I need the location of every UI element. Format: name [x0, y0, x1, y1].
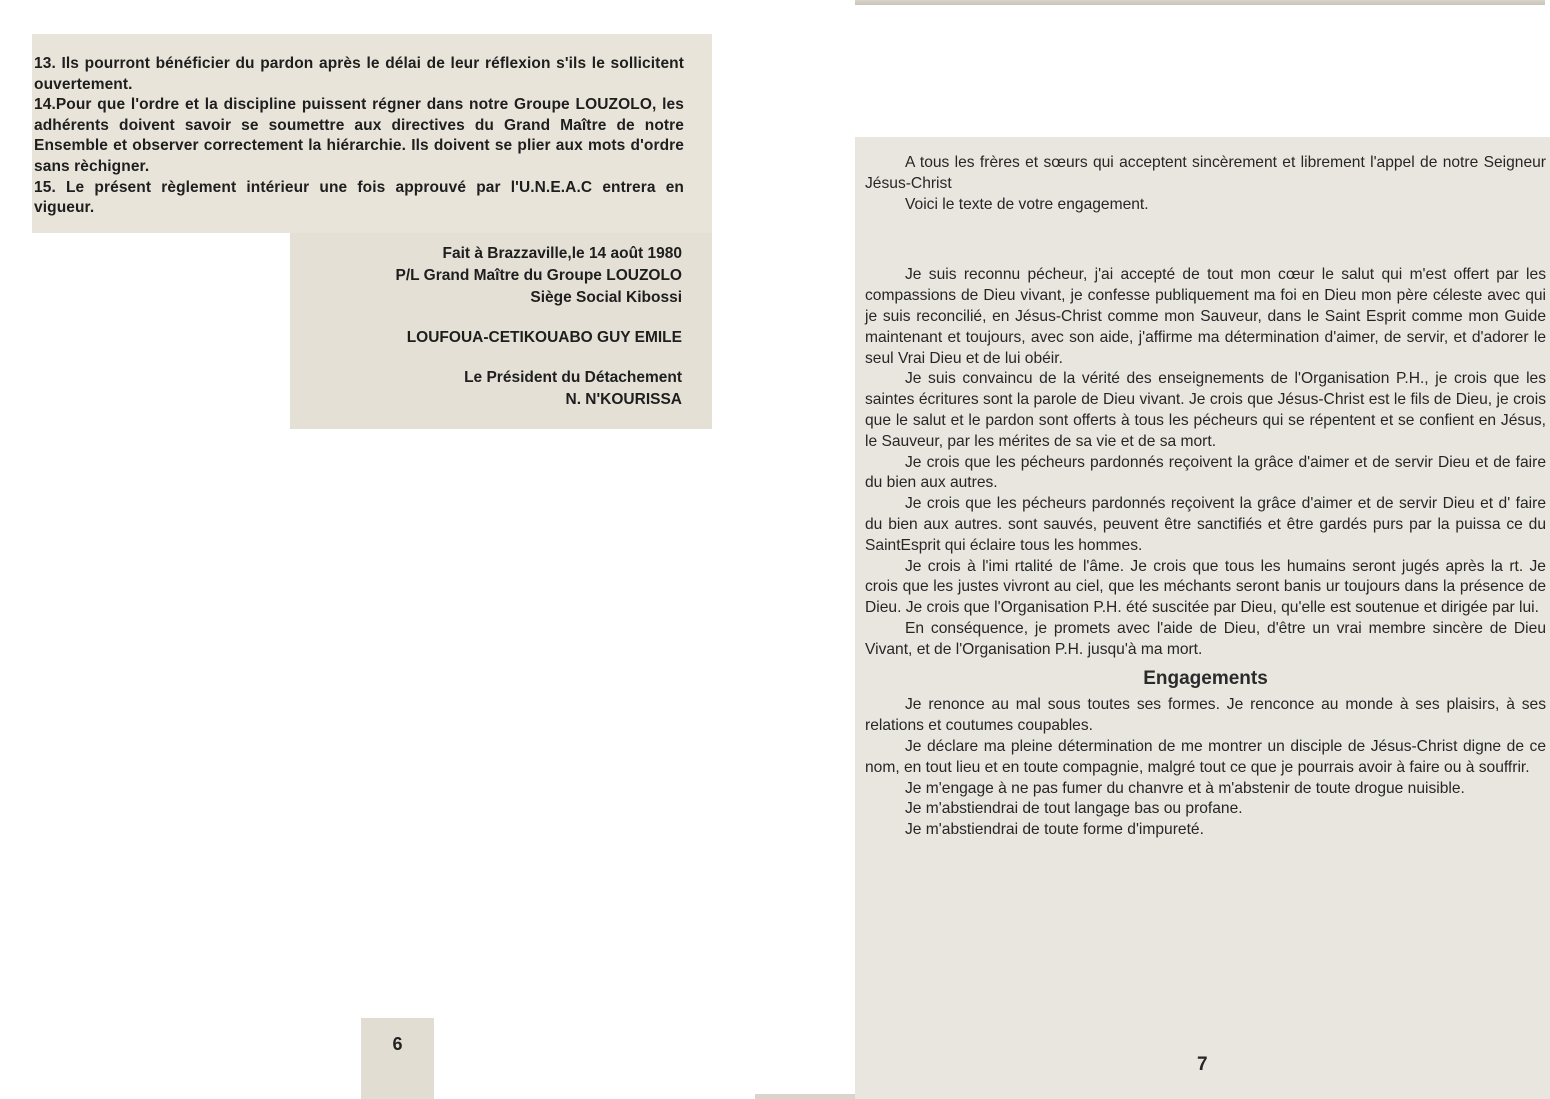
intro-line: Voici le texte de votre engagement.: [905, 195, 1149, 213]
regulation-item-14: 14.Pour que l'ordre et la discipline puissent régner dans notre Groupe LOUZOLO, les adhérents doivent savoir se soumettre aux directives du Grand Maître de notre Ensemble et observer correctement la hiérarchie. Ils doivent se plier aux mots d'ordre sans rèchigner.: [34, 96, 684, 175]
page-number-left: 6: [361, 1018, 434, 1099]
engagements-heading: Engagements: [1143, 667, 1268, 689]
regulation-item-13: 13. Ils pourront bénéficier du pardon après le délai de leur réflexion s'ils le sollicitent ouvertement.: [34, 55, 684, 93]
engagement-page: [855, 137, 1550, 1099]
signature-seat: Siège Social Kibossi: [530, 289, 682, 306]
regulation-items-block: [32, 34, 712, 233]
signature-place-date: Fait à Brazzaville,le 14 août 1980: [442, 245, 682, 262]
engagement-paragraph: Je crois que les pécheurs pardonnés reçoivent la grâce d'aimer et de servir Dieu et d' faire du bien aux autres. sont sauvés, peuvent être sanctifiés et être gardés purs par la puissa ce du SaintEsprit qui éclaire tous les hommes.: [865, 495, 1546, 554]
signature-president: N. N'KOURISSA: [565, 391, 682, 408]
engagement-paragraph: Je suis reconnu pécheur, j'ai accepté de tout mon cœur le salut qui m'est offert par les compassions de Dieu vivant, je confesse publiquement ma foi en Dieu mon père céleste avec qui je suis reconcilié, en Jésus-Christ comme mon Sauveur, dans le Saint Esprit comme mon Guide maintenant et toujours, avec son aide, j'affirme ma détermination d'aimer, de servir, et d'adorer le seul Vrai Dieu et de lui obéir.: [865, 266, 1546, 367]
signature-block: [290, 233, 712, 429]
engagement-item: Je m'engage à ne pas fumer du chanvre et à m'abstenir de toute drogue nuisible.: [905, 779, 1465, 797]
signature-role: Le Président du Détachement: [464, 369, 682, 386]
engagement-item: Je renonce au mal sous toutes ses formes. Je renconce au monde à ses plaisirs, à ses relations et coutumes coupables.: [865, 696, 1546, 735]
page-edge-top: [855, 0, 1545, 5]
engagement-item: Je m'abstiendrai de toute forme d'impureté.: [905, 821, 1204, 839]
signature-signer: LOUFOUA-CETIKOUABO GUY EMILE: [406, 329, 682, 346]
page-edge-bottom: [755, 1094, 855, 1099]
signature-behalf: P/L Grand Maître du Groupe LOUZOLO: [395, 267, 682, 284]
intro-line: A tous les frères et sœurs qui acceptent sincèrement et librement l'appel de notre Seigneur Jésus-Christ: [865, 154, 1546, 192]
engagement-paragraph: En conséquence, je promets avec l'aide de Dieu, d'être un vrai membre sincère de Dieu Vivant, et de l'Organisation P.H. jusqu'à ma mort.: [865, 619, 1546, 658]
regulation-item-15: 15. Le présent règlement intérieur une fois approuvé par l'U.N.E.A.C entrera en vigueur.: [34, 178, 684, 217]
engagement-paragraph: Je crois que les pécheurs pardonnés reçoivent la grâce d'aimer et de servir Dieu et de faire du bien aux autres.: [865, 453, 1546, 492]
page-number-right: 7: [1197, 1054, 1208, 1075]
engagement-paragraph: Je suis convaincu de la vérité des enseignements de l'Organisation P.H., je crois que les saintes écritures sont la parole de Dieu vivant. Je crois que Jésus-Christ est le fils de Dieu, je crois que le salut et le pardon sont offerts à tous les pécheurs qui se répentent et se confient en Jésus, le Sauveur, par les mérites de sa vie et de sa mort.: [865, 370, 1546, 450]
engagement-item: Je m'abstiendrai de tout langage bas ou profane.: [905, 800, 1243, 818]
engagement-item: Je déclare ma pleine détermination de me montrer un disciple de Jésus-Christ digne de ce nom, en tout lieu et en toute compagnie, malgré tout ce que je pourrais avoir à faire ou à souffrir.: [865, 737, 1546, 776]
engagement-paragraph: Je crois à l'imi rtalité de l'âme. Je crois que tous les humains seront jugés après la rt. Je crois que les justes vivront au ciel, que les méchants seront banis ur toujours dans la présence de Dieu. Je crois que l'Organisation P.H. été suscitée par Dieu, qu'elle est soutenue et dirigée par lui.: [865, 557, 1546, 617]
